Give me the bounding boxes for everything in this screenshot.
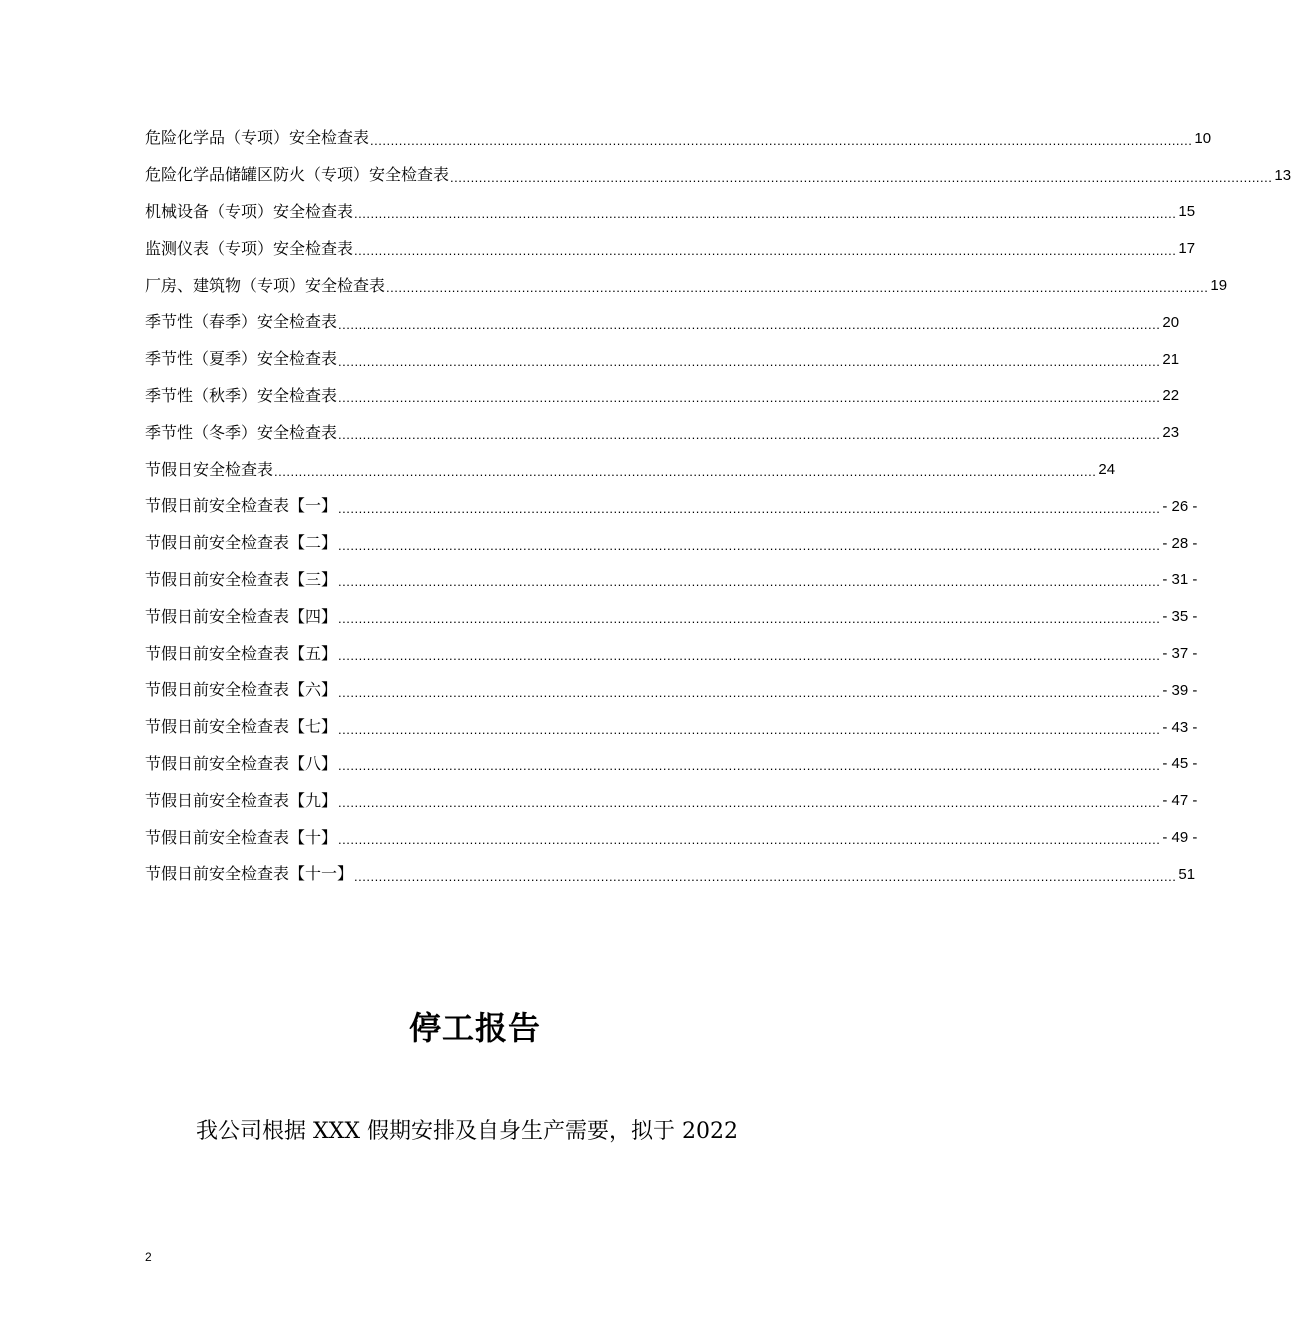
toc-dot-leader: ........................................................................................................................................................................................................ [338, 390, 1161, 406]
toc-entry-title: 季节性（春季）安全检查表 [145, 312, 338, 332]
toc-dot-leader: ........................................................................................................................................................................................................ [338, 316, 1161, 332]
body-paragraph: 我公司根据 XXX 假期安排及自身生产需要，拟于 2022 [196, 1119, 738, 1144]
toc-dot-leader: ........................................................................................................................................................................................................ [354, 206, 1177, 222]
toc-entry-page: 21 [1162, 350, 1180, 368]
toc-dot-leader: ........................................................................................................................................................................................................ [338, 832, 1161, 848]
toc-entry[interactable] [145, 525, 1198, 562]
page-number: 2 [145, 1250, 152, 1264]
toc-entry-page: - 49 - [1162, 829, 1198, 847]
toc-entry-page: - 47 - [1162, 792, 1198, 810]
toc-entry[interactable] [145, 782, 1198, 819]
toc-entry-title: 节假日前安全检查表【四】 [145, 606, 338, 626]
toc-entry-title: 节假日前安全检查表【一】 [145, 496, 338, 516]
toc-entry[interactable] [145, 856, 1196, 893]
toc-entry[interactable] [145, 451, 1116, 488]
toc-entry[interactable] [145, 341, 1180, 378]
toc-dot-leader: ........................................................................................................................................................................................................ [274, 464, 1097, 480]
toc-entry-page: - 37 - [1162, 645, 1198, 663]
toc-entry-page: - 28 - [1162, 534, 1198, 552]
toc-entry-page: 24 [1098, 461, 1116, 479]
toc-dot-leader: ........................................................................................................................................................................................................ [338, 427, 1161, 443]
toc-dot-leader: ........................................................................................................................................................................................................ [338, 684, 1161, 700]
toc-entry[interactable] [145, 230, 1196, 267]
toc-entry[interactable] [145, 120, 1212, 157]
toc-entry[interactable] [145, 562, 1198, 599]
toc-entry[interactable] [145, 819, 1198, 856]
toc-dot-leader: ........................................................................................................................................................................................................ [450, 169, 1273, 185]
toc-entry[interactable] [145, 709, 1198, 746]
toc-entry-title: 节假日前安全检查表【七】 [145, 717, 338, 737]
toc-entry-title: 危险化学品（专项）安全检查表 [145, 128, 370, 148]
toc-entry[interactable] [145, 304, 1180, 341]
toc-entry-page: - 43 - [1162, 718, 1198, 736]
toc-entry-title: 机械设备（专项）安全检查表 [145, 201, 354, 221]
toc-entry-title: 危险化学品储罐区防火（专项）安全检查表 [145, 165, 450, 185]
toc-dot-leader: ........................................................................................................................................................................................................ [354, 243, 1177, 259]
toc-dot-leader: ........................................................................................................................................................................................................ [354, 868, 1177, 884]
toc-entry[interactable] [145, 672, 1198, 709]
toc-entry-page: 51 [1178, 865, 1196, 883]
table-of-contents [145, 120, 1291, 893]
toc-entry-page: 22 [1162, 387, 1180, 405]
toc-entry-title: 季节性（冬季）安全检查表 [145, 422, 338, 442]
toc-entry-page: - 39 - [1162, 681, 1198, 699]
toc-entry-title: 节假日前安全检查表【二】 [145, 533, 338, 553]
toc-entry-title: 节假日前安全检查表【九】 [145, 790, 338, 810]
toc-dot-leader: ........................................................................................................................................................................................................ [338, 648, 1161, 664]
toc-entry[interactable] [145, 598, 1198, 635]
toc-dot-leader: ........................................................................................................................................................................................................ [338, 721, 1161, 737]
toc-entry[interactable] [145, 378, 1180, 415]
toc-entry-page: - 26 - [1162, 497, 1198, 515]
toc-entry[interactable] [145, 488, 1198, 525]
toc-entry-title: 节假日前安全检查表【十】 [145, 827, 338, 847]
toc-dot-leader: ........................................................................................................................................................................................................ [386, 280, 1209, 296]
toc-entry[interactable] [145, 267, 1228, 304]
toc-dot-leader: ........................................................................................................................................................................................................ [370, 132, 1193, 148]
toc-dot-leader: ........................................................................................................................................................................................................ [338, 353, 1161, 369]
toc-dot-leader: ........................................................................................................................................................................................................ [338, 758, 1161, 774]
toc-entry-page: 15 [1178, 203, 1196, 221]
toc-entry-title: 节假日前安全检查表【八】 [145, 753, 338, 773]
toc-entry-title: 季节性（秋季）安全检查表 [145, 385, 338, 405]
toc-entry-page: - 45 - [1162, 755, 1198, 773]
toc-dot-leader: ........................................................................................................................................................................................................ [338, 500, 1161, 516]
toc-entry[interactable] [145, 194, 1196, 231]
toc-entry-page: 13 [1274, 166, 1291, 184]
toc-dot-leader: ........................................................................................................................................................................................................ [338, 574, 1161, 590]
toc-entry-title: 节假日前安全检查表【十一】 [145, 864, 354, 884]
toc-dot-leader: ........................................................................................................................................................................................................ [338, 537, 1161, 553]
document-title: 停工报告 [408, 1009, 541, 1047]
toc-entry[interactable] [145, 635, 1198, 672]
toc-entry[interactable] [145, 414, 1180, 451]
toc-entry-page: 23 [1162, 424, 1180, 442]
toc-entry-title: 季节性（夏季）安全检查表 [145, 349, 338, 369]
toc-entry-page: - 35 - [1162, 608, 1198, 626]
toc-entry-title: 厂房、建筑物（专项）安全检查表 [145, 275, 386, 295]
toc-entry-title: 监测仪表（专项）安全检查表 [145, 238, 354, 258]
toc-entry-page: - 31 - [1162, 571, 1198, 589]
toc-entry-title: 节假日安全检查表 [145, 459, 274, 479]
toc-entry-page: 20 [1162, 313, 1180, 331]
toc-dot-leader: ........................................................................................................................................................................................................ [338, 611, 1161, 627]
toc-entry-page: 10 [1194, 129, 1212, 147]
toc-entry-title: 节假日前安全检查表【三】 [145, 569, 338, 589]
toc-entry-page: 17 [1178, 240, 1196, 258]
toc-entry[interactable] [145, 157, 1291, 194]
toc-dot-leader: ........................................................................................................................................................................................................ [338, 795, 1161, 811]
toc-entry-page: 19 [1210, 277, 1228, 295]
toc-entry-title: 节假日前安全检查表【六】 [145, 680, 338, 700]
toc-entry-title: 节假日前安全检查表【五】 [145, 643, 338, 663]
toc-entry[interactable] [145, 746, 1198, 783]
